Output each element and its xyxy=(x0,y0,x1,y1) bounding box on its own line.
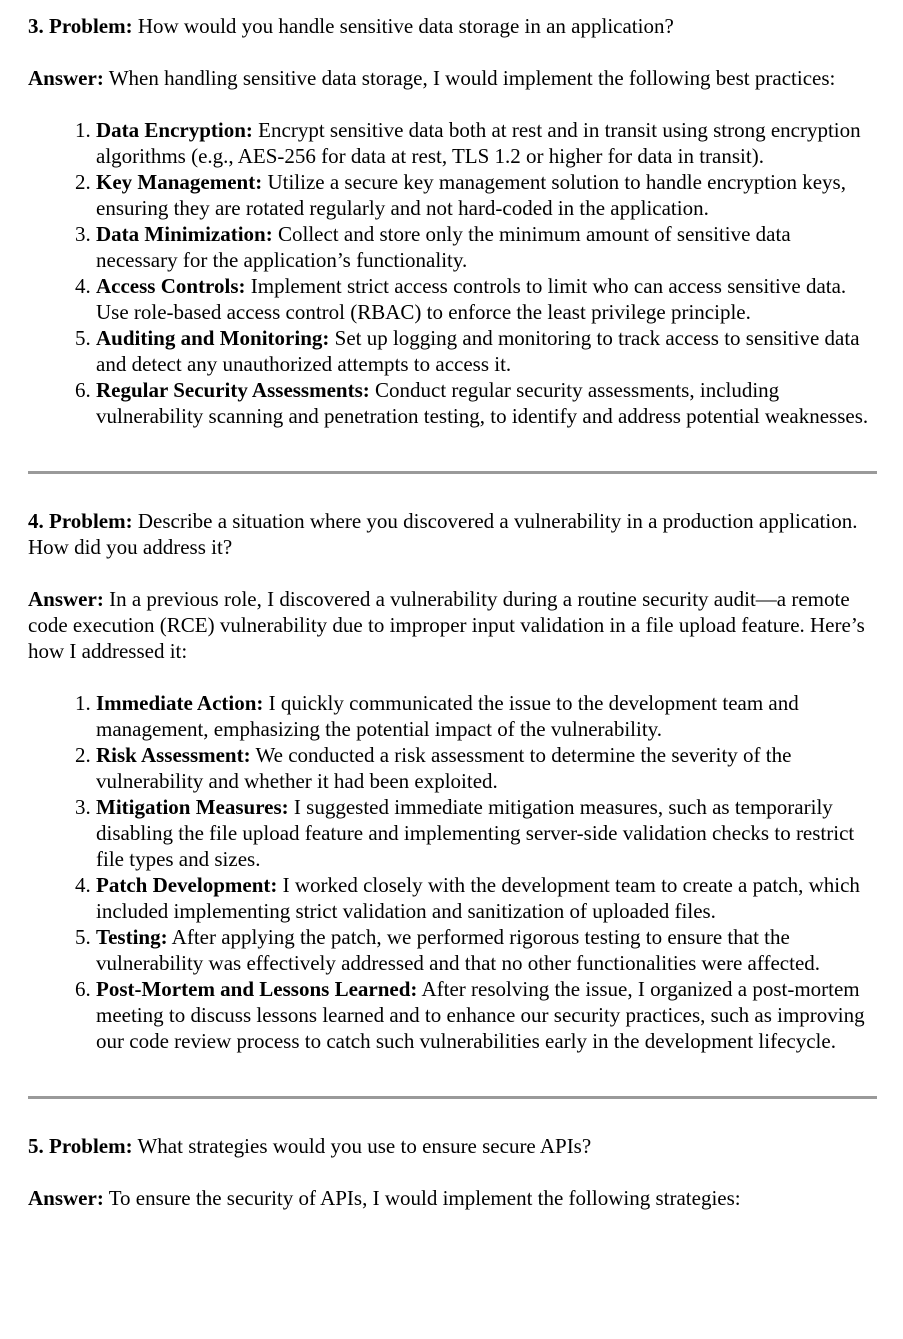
list-item xyxy=(96,377,875,429)
item-title: Post-Mortem and Lessons Learned: xyxy=(96,977,418,1001)
section-problem-4 xyxy=(28,508,875,1054)
list-item xyxy=(96,325,875,377)
answer-text: To ensure the security of APIs, I would implement the following strategies: xyxy=(103,1186,741,1210)
problem-label: 4. Problem: xyxy=(28,509,133,533)
list-item xyxy=(96,794,875,872)
item-title: Immediate Action: xyxy=(96,691,264,715)
item-title: Patch Development: xyxy=(96,873,278,897)
list-item xyxy=(96,221,875,273)
answer-intro xyxy=(28,1185,875,1211)
item-text: Set up logging and monitoring to track access to sensitive data and detect any unauthorized attempts to access it. xyxy=(96,326,860,376)
item-text: I worked closely with the development team to create a patch, which included implementing strict validation and sanitization of uploaded files. xyxy=(96,873,860,923)
practices-list xyxy=(28,117,875,429)
problem-heading xyxy=(28,1133,875,1159)
list-item xyxy=(96,169,875,221)
problem-heading xyxy=(28,508,875,560)
item-text: Collect and store only the minimum amount of sensitive data necessary for the application’s functionality. xyxy=(96,222,791,272)
list-item xyxy=(96,690,875,742)
answer-label: Answer: xyxy=(28,587,104,611)
list-item xyxy=(96,976,875,1054)
problem-label: 3. Problem: xyxy=(28,14,133,38)
answer-text: When handling sensitive data storage, I would implement the following best practices: xyxy=(103,66,836,90)
item-title: Regular Security Assessments: xyxy=(96,378,370,402)
item-text: Utilize a secure key management solution to handle encryption keys, ensuring they are rotated regularly and not hard-coded in the application. xyxy=(96,170,846,220)
section-problem-3 xyxy=(28,13,875,429)
problem-heading xyxy=(28,13,875,39)
document-page xyxy=(0,13,903,1211)
problem-label: 5. Problem: xyxy=(28,1134,133,1158)
item-title: Data Minimization: xyxy=(96,222,273,246)
item-text: Conduct regular security assessments, including vulnerability scanning and penetration testing, to identify and address potential weaknesses. xyxy=(96,378,869,428)
answer-text: In a previous role, I discovered a vulnerability during a routine security audit—a remote code execution (RCE) vulnerability due to improper input validation in a file upload feature. Here’s how I addressed it: xyxy=(28,587,865,663)
list-item xyxy=(96,117,875,169)
answer-intro xyxy=(28,65,875,91)
item-title: Data Encryption: xyxy=(96,118,253,142)
item-text: Implement strict access controls to limit who can access sensitive data. Use role-based access control (RBAC) to enforce the least privilege principle. xyxy=(96,274,847,324)
answer-intro xyxy=(28,586,875,664)
item-title: Auditing and Monitoring: xyxy=(96,326,330,350)
section-divider xyxy=(28,471,877,474)
item-title: Key Management: xyxy=(96,170,263,194)
item-title: Risk Assessment: xyxy=(96,743,251,767)
list-item xyxy=(96,924,875,976)
item-text: I suggested immediate mitigation measures, such as temporarily disabling the file upload feature and implementing server-side validation checks to restrict file types and sizes. xyxy=(96,795,855,871)
list-item xyxy=(96,872,875,924)
steps-list xyxy=(28,690,875,1054)
item-title: Mitigation Measures: xyxy=(96,795,289,819)
section-divider xyxy=(28,1096,877,1099)
answer-label: Answer: xyxy=(28,66,104,90)
problem-text: Describe a situation where you discovered a vulnerability in a production application. How did you address it? xyxy=(28,509,858,559)
item-text: After resolving the issue, I organized a post-mortem meeting to discuss lessons learned and to enhance our security practices, such as improving our code review process to catch such vulnerabilities early in the development lifecycle. xyxy=(96,977,865,1053)
section-problem-5 xyxy=(28,1133,875,1211)
item-text: We conducted a risk assessment to determine the severity of the vulnerability and whether it had been exploited. xyxy=(96,743,792,793)
item-text: Encrypt sensitive data both at rest and in transit using strong encryption algorithms (e.g., AES-256 for data at rest, TLS 1.2 or higher for data in transit). xyxy=(96,118,861,168)
answer-label: Answer: xyxy=(28,1186,104,1210)
item-text: I quickly communicated the issue to the development team and management, emphasizing the potential impact of the vulnerability. xyxy=(96,691,799,741)
list-item xyxy=(96,273,875,325)
problem-text: How would you handle sensitive data storage in an application? xyxy=(132,14,674,38)
item-title: Access Controls: xyxy=(96,274,246,298)
problem-text: What strategies would you use to ensure secure APIs? xyxy=(132,1134,592,1158)
item-text: After applying the patch, we performed rigorous testing to ensure that the vulnerability was effectively addressed and that no other functionalities were affected. xyxy=(96,925,821,975)
item-title: Testing: xyxy=(96,925,168,949)
list-item xyxy=(96,742,875,794)
